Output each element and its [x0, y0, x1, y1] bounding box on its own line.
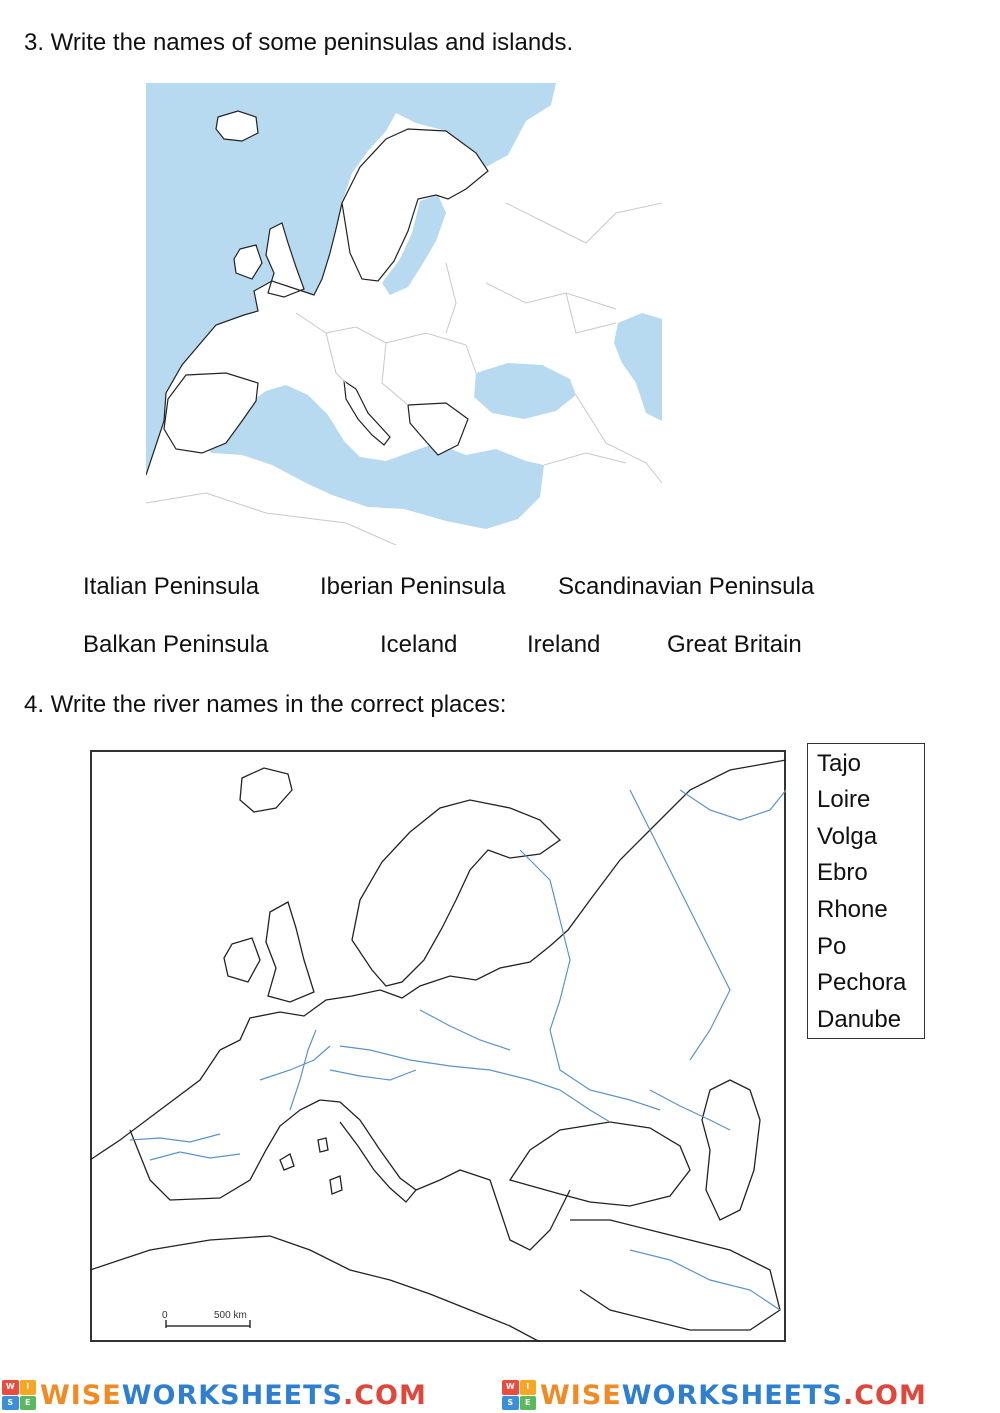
river-ebro: Ebro: [817, 859, 868, 886]
word-iceland: Iceland: [380, 631, 458, 658]
europe-rivers-map: [90, 750, 786, 1342]
brand-logo-repeat: [502, 1377, 927, 1413]
river-po: Po: [817, 933, 847, 960]
river-pechora: Pechora: [817, 969, 907, 996]
footer-watermark: [0, 1377, 1000, 1413]
brand-part-b: WORKSHEETS: [121, 1379, 343, 1411]
europe-peninsulas-map: [146, 83, 662, 545]
scale-distance-label: 500 km: [214, 1310, 247, 1321]
brand-part-a: WISE: [40, 1379, 122, 1411]
brand-part-b: WORKSHEETS: [621, 1379, 843, 1411]
worksheets-logo-icon: W I S E: [502, 1380, 536, 1410]
question-4-title: 4. Write the river names in the correct places:: [24, 691, 507, 718]
word-scandinavian-peninsula: Scandinavian Peninsula: [558, 573, 815, 600]
river-word-bank: [807, 743, 925, 1039]
river-danube: Danube: [817, 1006, 902, 1033]
river-rhone: Rhone: [817, 896, 888, 923]
scale-zero-label: 0: [162, 1310, 168, 1321]
river-volga: Volga: [817, 823, 878, 850]
river-tajo: Tajo: [817, 750, 862, 777]
brand-part-c: .COM: [342, 1379, 427, 1411]
word-great-britain: Great Britain: [667, 631, 802, 658]
river-loire: Loire: [817, 786, 871, 813]
question-3-title: 3. Write the names of some peninsulas and islands.: [24, 29, 574, 56]
word-ireland: Ireland: [527, 631, 601, 658]
brand-part-a: WISE: [540, 1379, 622, 1411]
word-balkan-peninsula: Balkan Peninsula: [83, 631, 269, 658]
brand-part-c: .COM: [842, 1379, 927, 1411]
brand-logo: [2, 1377, 427, 1413]
word-iberian-peninsula: Iberian Peninsula: [320, 573, 506, 600]
word-italian-peninsula: Italian Peninsula: [83, 573, 260, 600]
worksheets-logo-icon: W I S E: [2, 1380, 36, 1410]
